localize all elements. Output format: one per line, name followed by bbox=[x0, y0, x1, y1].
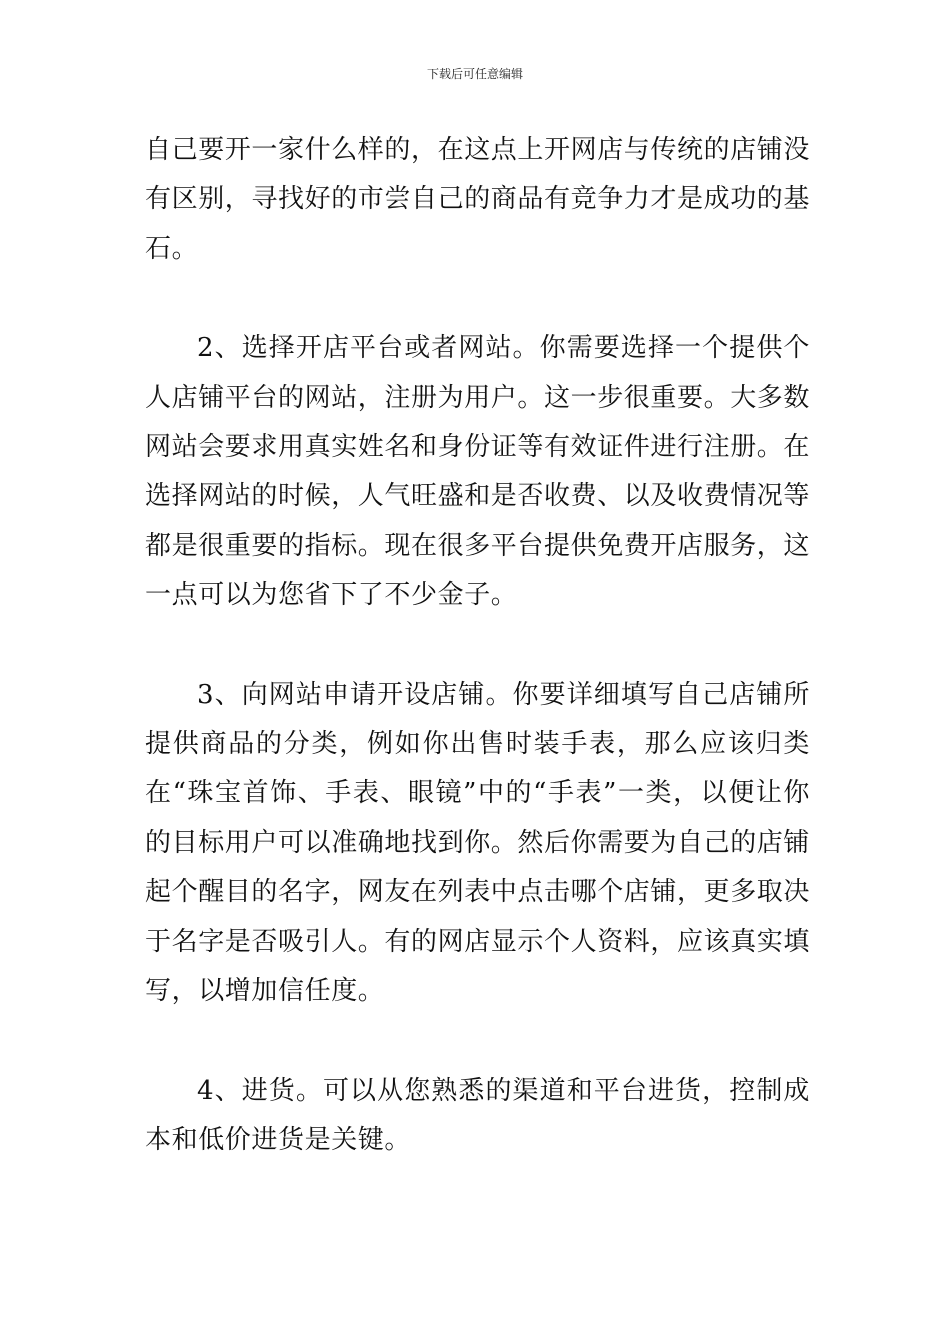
paragraph-intro: 自己要开一家什么样的，在这点上开网店与传统的店铺没有区别，寻找好的市尝自己的商品有竞争力才是成功的基石。 bbox=[145, 135, 811, 264]
paragraph-step-3: 3、向网站申请开设店铺。你要详细填写自己店铺所提供商品的分类，例如你出售时装手表，那么应该归类在“珠宝首饰、手表、眼镜”中的“手表”一类，以便让你的目标用户可以准确地找到你。然后你需要为自己的店铺起个醒目的名字，网友在列表中点击哪个店铺，更多取决于名字是否吸引人。有的网店显示个人资料，应该真实填写，以增加信任度。 bbox=[145, 679, 811, 1007]
paragraph-step-2: 2、选择开店平台或者网站。你需要选择一个提供个人店铺平台的网站，注册为用户。这一步很重要。大多数网站会要求用真实姓名和身份证等有效证件进行注册。在选择网站的时候，人气旺盛和是否收费、以及收费情况等都是很重要的指标。现在很多平台提供免费开店服务，这一点可以为您省下了不少金子。 bbox=[145, 333, 811, 611]
document-body bbox=[145, 126, 810, 1165]
page-header: 下载后可任意编辑 bbox=[426, 67, 523, 81]
paragraph-step-4: 4、进货。可以从您熟悉的渠道和平台进货，控制成本和低价进货是关键。 bbox=[145, 1075, 810, 1155]
